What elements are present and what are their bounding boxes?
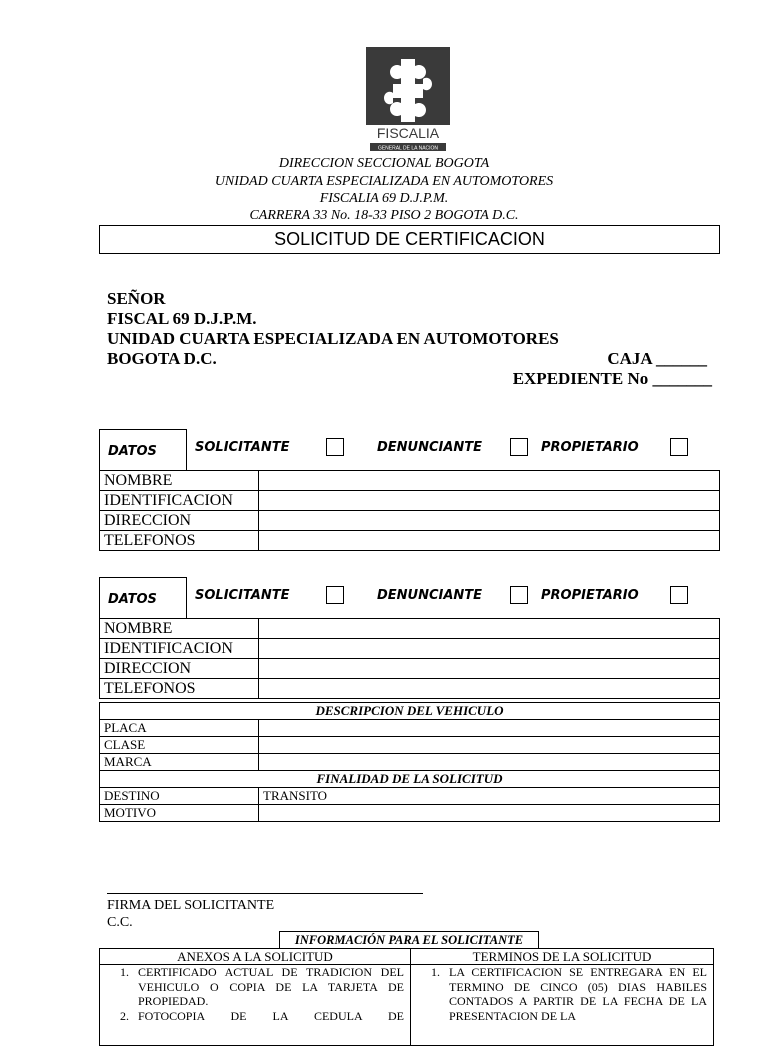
datos-label-box-1 <box>99 429 187 471</box>
table-row <box>100 805 720 822</box>
field-label: IDENTIFICACION <box>100 639 259 659</box>
table-row <box>100 639 720 659</box>
propietario-label: PROPIETARIO <box>541 440 639 455</box>
datos-label: DATOS <box>108 444 157 459</box>
telefonos-input[interactable] <box>259 679 720 699</box>
datos-table-1 <box>99 470 720 551</box>
table-row <box>100 788 720 805</box>
solicitante-checkbox[interactable] <box>326 586 344 604</box>
vehicle-table <box>99 702 720 822</box>
direccion-input[interactable] <box>259 511 720 531</box>
table-row <box>100 511 720 531</box>
table-row <box>100 703 720 720</box>
info-col2-cell <box>411 965 714 1046</box>
denunciante-label: DENUNCIANTE <box>377 440 483 455</box>
table-row <box>100 737 720 754</box>
propietario-checkbox[interactable] <box>670 586 688 604</box>
direccion-input[interactable] <box>259 659 720 679</box>
identificacion-input[interactable] <box>259 639 720 659</box>
addressee-line-1: SEÑOR <box>107 289 166 308</box>
document-title: SOLICITUD DE CERTIFICACION <box>99 225 720 254</box>
motivo-input[interactable] <box>259 805 720 822</box>
header-line-1: DIRECCION SECCIONAL BOGOTA <box>278 156 490 171</box>
field-label: MARCA <box>100 754 259 771</box>
caja-field[interactable]: CAJA ______ <box>607 349 707 368</box>
field-label: DIRECCION <box>100 659 259 679</box>
table-row <box>100 619 720 639</box>
signature-label: FIRMA DEL SOLICITANTE <box>107 898 275 913</box>
field-label: PLACA <box>100 720 259 737</box>
datos-label-box-2 <box>99 577 187 619</box>
placa-input[interactable] <box>259 720 720 737</box>
list-item: 1. LA CERTIFICACION SE ENTREGARA EN EL TERMINO DE CINCO (05) DIAS HABILES CONTADOS A PARTIR DE LA FECHA DE LA PRESENTACION DE LA <box>443 965 707 1023</box>
table-row <box>100 720 720 737</box>
anexos-list <box>104 965 404 1023</box>
svg-text:GENERAL DE LA NACION: GENERAL DE LA NACION <box>377 145 439 152</box>
info-heading: INFORMACIÓN PARA EL SOLICITANTE <box>279 931 539 949</box>
marca-input[interactable] <box>259 754 720 771</box>
solicitante-checkbox[interactable] <box>326 438 344 456</box>
datos-label: DATOS <box>108 592 157 607</box>
field-label: TELEFONOS <box>100 679 259 699</box>
destino-value[interactable]: TRANSITO <box>259 788 720 805</box>
cc-label: C.C. <box>107 915 133 930</box>
info-col1-cell <box>100 965 411 1046</box>
table-row <box>100 471 720 491</box>
list-item: 2. FOTOCOPIA DE LA CEDULA DE <box>132 1009 404 1024</box>
field-label: TELEFONOS <box>100 531 259 551</box>
field-label: NOMBRE <box>100 619 259 639</box>
field-label: MOTIVO <box>100 805 259 822</box>
header-line-4: CARRERA 33 No. 18-33 PISO 2 BOGOTA D.C. <box>249 208 519 223</box>
header-line-2: UNIDAD CUARTA ESPECIALIZADA EN AUTOMOTORES <box>214 174 554 189</box>
nombre-input[interactable] <box>259 471 720 491</box>
denunciante-checkbox[interactable] <box>510 586 528 604</box>
propietario-checkbox[interactable] <box>670 438 688 456</box>
signature-line[interactable] <box>107 893 423 894</box>
field-label: CLASE <box>100 737 259 754</box>
nombre-input[interactable] <box>259 619 720 639</box>
addressee-line-4: BOGOTA D.C. <box>107 349 217 368</box>
table-row <box>100 659 720 679</box>
info-table <box>99 948 714 1046</box>
propietario-label: PROPIETARIO <box>541 588 639 603</box>
expediente-field[interactable]: EXPEDIENTE No _______ <box>512 369 712 388</box>
telefonos-input[interactable] <box>259 531 720 551</box>
field-label: DIRECCION <box>100 511 259 531</box>
addressee-line-3: UNIDAD CUARTA ESPECIALIZADA EN AUTOMOTORES <box>107 329 559 348</box>
solicitante-label: SOLICITANTE <box>195 440 290 455</box>
identificacion-input[interactable] <box>259 491 720 511</box>
denunciante-label: DENUNCIANTE <box>377 588 483 603</box>
addressee-line-2: FISCAL 69 D.J.P.M. <box>107 309 257 328</box>
table-row <box>100 491 720 511</box>
terminos-list <box>415 965 707 1023</box>
header-line-3: FISCALIA 69 D.J.P.M. <box>319 191 449 206</box>
solicitante-label: SOLICITANTE <box>195 588 290 603</box>
field-label: NOMBRE <box>100 471 259 491</box>
purpose-section-heading: FINALIDAD DE LA SOLICITUD <box>100 771 720 788</box>
table-row <box>100 531 720 551</box>
list-item: 1. CERTIFICADO ACTUAL DE TRADICION DEL VEHICULO O COPIA DE LA TARJETA DE PROPIEDAD. <box>132 965 404 1009</box>
table-row <box>100 965 714 1046</box>
field-label: DESTINO <box>100 788 259 805</box>
table-row <box>100 754 720 771</box>
field-label: IDENTIFICACION <box>100 491 259 511</box>
info-col1-header: ANEXOS A LA SOLICITUD <box>100 949 411 965</box>
table-row <box>100 949 714 965</box>
denunciante-checkbox[interactable] <box>510 438 528 456</box>
clase-input[interactable] <box>259 737 720 754</box>
fiscalia-logo <box>366 47 450 153</box>
table-row <box>100 771 720 788</box>
svg-text:FISCALIA: FISCALIA <box>376 125 440 141</box>
vehicle-section-heading: DESCRIPCION DEL VEHICULO <box>100 703 720 720</box>
datos-table-2 <box>99 618 720 699</box>
table-row <box>100 679 720 699</box>
info-col2-header: TERMINOS DE LA SOLICITUD <box>411 949 714 965</box>
